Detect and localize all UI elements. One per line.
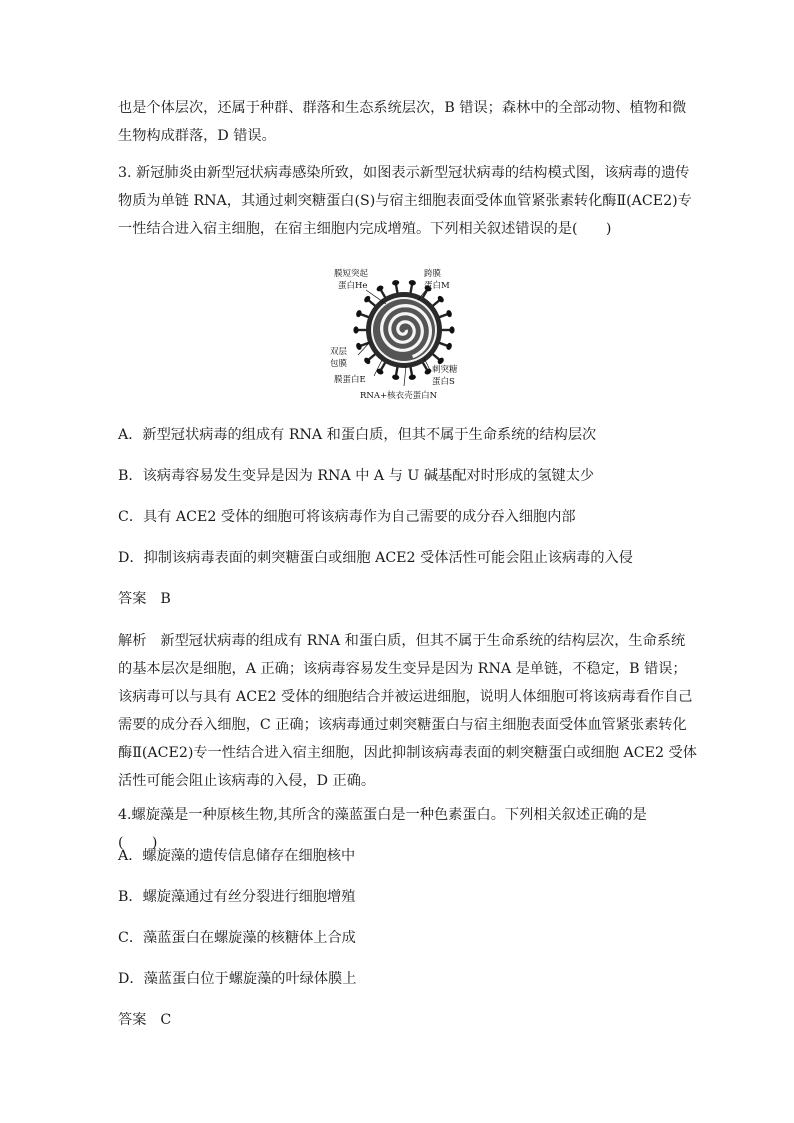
- q3-option-d: D．抑制该病毒表面的刺突糖蛋白或细胞 ACE2 受体活性可能会阻止该病毒的入侵: [118, 550, 633, 566]
- label-he-line1: 膜短突起: [334, 269, 369, 279]
- q4-option-d: D．藻蓝蛋白位于螺旋藻的叶绿体膜上: [118, 971, 357, 987]
- label-he-line2: 蛋白He: [338, 281, 368, 291]
- label-s-line1: 刺突糖: [432, 365, 458, 375]
- label-bilayer-line2: 包膜: [330, 359, 348, 369]
- q3-analysis-line-3: 该病毒可以与具有 ACE2 受体的细胞结合并被运进细胞，说明人体细胞可将该病毒看作自己: [118, 689, 693, 705]
- label-m-line1: 跨膜: [424, 269, 442, 279]
- label-m-line2: 蛋白M: [424, 281, 450, 291]
- spike-head: [445, 342, 452, 351]
- virus-structure-figure: [326, 262, 476, 402]
- virus-diagram: [326, 262, 476, 402]
- q3-analysis: [118, 627, 697, 795]
- spike-head: [392, 280, 400, 286]
- q3-analysis-line-4: 需要的成分吞入细胞，C 正确；该病毒通过刺突糖蛋白与宿主细胞表面受体血管紧张素转化: [118, 717, 687, 733]
- spike-head: [353, 326, 358, 333]
- q3-analysis-line-1: 解析 新型冠状病毒的组成有 RNA 和蛋白质，但其不属于生命系统的结构层次，生命系统: [118, 633, 686, 649]
- q3-analysis-line-2: 的基本层次是细胞，A 正确；该病毒容易发生变异是因为 RNA 是单链，不稳定，B 错误；: [118, 661, 687, 677]
- q3-option-c: C．具有 ACE2 受体的细胞可将该病毒作为自己需要的成分吞入细胞内部: [118, 509, 576, 525]
- q4-option-b: B．螺旋藻通过有丝分裂进行细胞增殖: [118, 889, 356, 905]
- q3-stem-line-1: 3. 新冠肺炎由新型冠状病毒感染所致，如图表示新型冠状病毒的结构模式图，该病毒的遗传: [118, 165, 690, 181]
- q4-option-a: A．螺旋藻的遗传信息储存在细胞核中: [118, 848, 356, 864]
- spike-head: [408, 374, 416, 380]
- label-e: 膜蛋白E: [334, 375, 366, 385]
- q3-analysis-line-5: 酶Ⅱ(ACE2)专一性结合进入宿主细胞，因此抑制该病毒表面的刺突糖蛋白或细胞 ACE2 受体: [118, 745, 697, 761]
- q3-option-a: A．新型冠状病毒的组成有 RNA 和蛋白质，但其不属于生命系统的结构层次: [118, 427, 597, 443]
- q3-analysis-label: 解析: [118, 633, 147, 649]
- q3-stem-line-2: 物质为单链 RNA，其通过刺突糖蛋白(S)与宿主细胞表面受体血管紧张素转化酶Ⅱ(ACE2)专: [118, 193, 692, 209]
- spike-head: [355, 309, 362, 318]
- q4-answer-label: 答案: [118, 1012, 147, 1028]
- spike-head: [445, 309, 452, 318]
- q3-answer-value: B: [160, 591, 171, 607]
- q3-analysis-line-6: 活性可能会阻止该病毒的入侵，D 正确。: [118, 773, 376, 789]
- label-s-line2: 蛋白S: [432, 377, 455, 387]
- q3-answer-label: 答案: [118, 591, 147, 607]
- label-n: RNA+核衣壳蛋白N: [360, 391, 438, 401]
- label-bilayer-line1: 双层: [330, 347, 348, 357]
- intro-line-1: 也是个体层次，还属于种群、群落和生态系统层次，B 错误；森林中的全部动物、植物和微: [118, 100, 687, 116]
- q3-option-b: B．该病毒容易发生变异是因为 RNA 中 A 与 U 碱基配对时形成的氢键太少: [118, 468, 595, 484]
- q3-stem-line-3: 一性结合进入宿主细胞，在宿主细胞内完成增殖。下列相关叙述错误的是( ): [118, 221, 612, 237]
- spike-head: [376, 284, 385, 292]
- q3-answer: [118, 585, 678, 613]
- spike-head: [408, 280, 416, 286]
- spike-head: [449, 326, 454, 333]
- spike-head: [392, 374, 400, 380]
- intro-line-2: 生物构成群落，D 错误。: [118, 128, 276, 144]
- intro-paragraph: [118, 94, 687, 150]
- q4-option-c: C．藻蓝蛋白在螺旋藻的核糖体上合成: [118, 930, 356, 946]
- q4-answer-value: C: [160, 1012, 172, 1028]
- spike-head: [355, 342, 362, 351]
- question-4-stem: 4.螺旋藻是一种原核生物,其所含的藻蓝蛋白是一种色素蛋白。下列相关叙述正确的是( ): [118, 807, 647, 851]
- spike-head: [376, 368, 385, 376]
- q4-answer: [118, 1006, 678, 1034]
- question-3-stem: [118, 159, 692, 243]
